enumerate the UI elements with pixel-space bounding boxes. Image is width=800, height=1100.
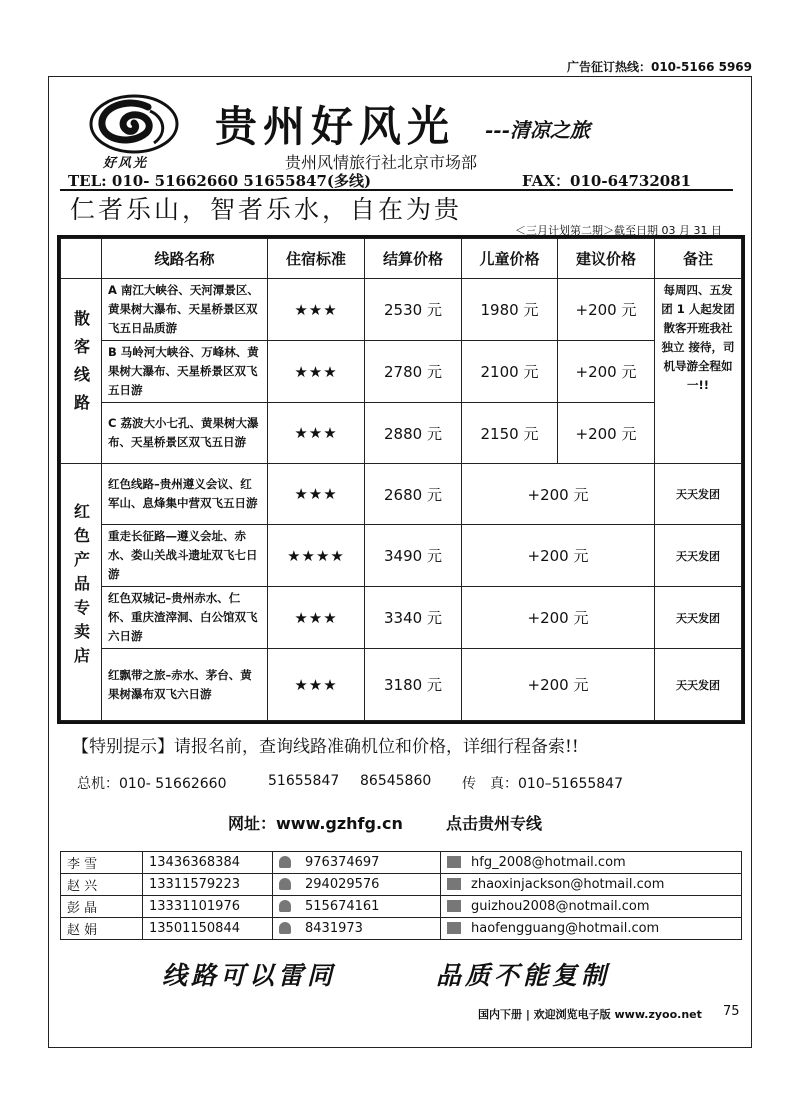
star-rating: ★★★★ [268,525,365,587]
qq-icon [279,878,291,890]
remark-cell: 天天发团 [655,649,742,721]
qq-icon [279,922,291,934]
special-tip: 【特别提示】请报名前，查询线路准确机位和价格，详细行程备索!! [72,737,579,757]
star-rating: ★★★ [268,464,365,525]
route-cell: 红色双城记–贵州赤水、仁怀、重庆渣滓洞、白公馆双飞六日游 [102,587,268,649]
table-row [61,852,742,874]
child-price: 1980 元 [462,279,558,341]
header-route: 线路名称 [102,239,268,279]
table-row [61,279,742,341]
website-link[interactable]: 点击贵州专线 [446,814,543,833]
staff-qq: 515674161 [273,896,441,918]
star-rating: ★★★ [268,587,365,649]
staff-name: 李 雪 [61,852,143,874]
suggest-price: +200 元 [558,341,655,403]
category-group-1: 散客线路 [61,279,102,464]
mail-icon [447,900,461,912]
staff-phone: 13501150844 [143,918,273,940]
star-rating: ★★★ [268,403,365,464]
staff-qq: 8431973 [273,918,441,940]
settle-price: 2530 元 [365,279,462,341]
table-row [61,649,742,721]
staff-name: 赵 娟 [61,918,143,940]
route-cell: C 荔波大小七孔、黄果树大瀑布、天星桥景区双飞五日游 [102,403,268,464]
phone-2: 51655847 [268,773,340,789]
settle-price: 2780 元 [365,341,462,403]
telephone: TEL: 010- 51662660 51655847(多线) [68,172,372,190]
phone-3: 86545860 [360,773,432,789]
header-child-price: 儿童价格 [462,239,558,279]
route-cell: 红色线路–贵州遵义会议、红军山、息烽集中营双飞五日游 [102,464,268,525]
brand-title: 贵州好风光 [215,102,456,151]
route-cell: 重走长征路—遵义会址、赤水、娄山关战斗遗址双飞七日游 [102,525,268,587]
suggest-price: +200 元 [558,279,655,341]
table-row [61,874,742,896]
child-price: 2100 元 [462,341,558,403]
qq-icon [279,856,291,868]
suggest-price: +200 元 [462,587,655,649]
settle-price: 2880 元 [365,403,462,464]
slogan-right: 品质不能复制 [436,961,611,990]
logo-caption: 好风光 [103,156,149,171]
table-row [61,587,742,649]
mail-icon [447,878,461,890]
slogan-left: 线路可以雷同 [162,961,337,990]
suggest-price: +200 元 [462,525,655,587]
category-group-2: 红色产品专卖店 [61,464,102,721]
table-row [61,464,742,525]
table-row [61,918,742,940]
mail-icon [447,856,461,868]
star-rating: ★★★ [268,649,365,721]
swirl-logo-icon [88,93,180,155]
staff-name: 彭 晶 [61,896,143,918]
fax-number: FAX：010-64732081 [522,172,692,190]
star-rating: ★★★ [268,341,365,403]
remark-cell: 天天发团 [655,464,742,525]
table-header-row [61,239,742,279]
staff-email[interactable]: guizhou2008@notmail.com [441,896,742,918]
route-cell: A 南江大峡谷、天河潭景区、黄果树大瀑布、天星桥景区双飞五日品质游 [102,279,268,341]
staff-email[interactable]: hfg_2008@hotmail.com [441,852,742,874]
website-url[interactable]: 网址：www.gzhfg.cn [228,814,403,833]
settle-price: 3180 元 [365,649,462,721]
remark-cell: 天天发团 [655,587,742,649]
staff-qq: 294029576 [273,874,441,896]
staff-qq: 976374697 [273,852,441,874]
tagline: ---清凉之旅 [485,118,590,142]
staff-phone: 13311579223 [143,874,273,896]
department: 贵州风情旅行社北京市场部 [285,153,478,172]
route-price-table [60,238,742,721]
staff-name: 赵 兴 [61,874,143,896]
table-row [61,341,742,403]
settle-price: 3340 元 [365,587,462,649]
settle-price: 2680 元 [365,464,462,525]
mail-icon [447,922,461,934]
table-row [61,896,742,918]
table-row [61,403,742,464]
staff-contact-table [60,851,742,940]
header-blank [61,239,102,279]
staff-phone: 13436368384 [143,852,273,874]
footer-text: 国内下册 | 欢迎浏览电子版 www.zyoo.net [478,1008,702,1021]
table-row [61,525,742,587]
qq-icon [279,900,291,912]
switchboard: 总机：010- 51662660 [77,776,227,792]
child-price: 2150 元 [462,403,558,464]
suggest-price: +200 元 [462,649,655,721]
page-number: 75 [723,1004,740,1019]
header-remark: 备注 [655,239,742,279]
header-hotel: 住宿标准 [268,239,365,279]
star-rating: ★★★ [268,279,365,341]
staff-email[interactable]: zhaoxinjackson@hotmail.com [441,874,742,896]
header-settle-price: 结算价格 [365,239,462,279]
header-suggest-price: 建议价格 [558,239,655,279]
plan-note: ＜三月计划第二期＞截至日期 03 月 31 日 [515,224,722,237]
ad-hotline: 广告征订热线：010-5166 5969 [566,60,752,74]
suggest-price: +200 元 [558,403,655,464]
staff-email[interactable]: haofengguang@hotmail.com [441,918,742,940]
suggest-price: +200 元 [462,464,655,525]
settle-price: 3490 元 [365,525,462,587]
route-cell: 红飘带之旅–赤水、茅台、黄果树瀑布双飞六日游 [102,649,268,721]
route-cell: B 马岭河大峡谷、万峰林、黄果树大瀑布、天星桥景区双飞五日游 [102,341,268,403]
remark-cell: 天天发团 [655,525,742,587]
fax-line: 传 真：010–51655847 [462,776,623,792]
staff-phone: 13331101976 [143,896,273,918]
motto: 仁者乐山，智者乐水，自在为贵 [70,195,463,224]
group-1-remark: 每周四、五发团 1 人起发团散客开班我社独立 接待，司机导游全程如一!! [655,279,742,464]
